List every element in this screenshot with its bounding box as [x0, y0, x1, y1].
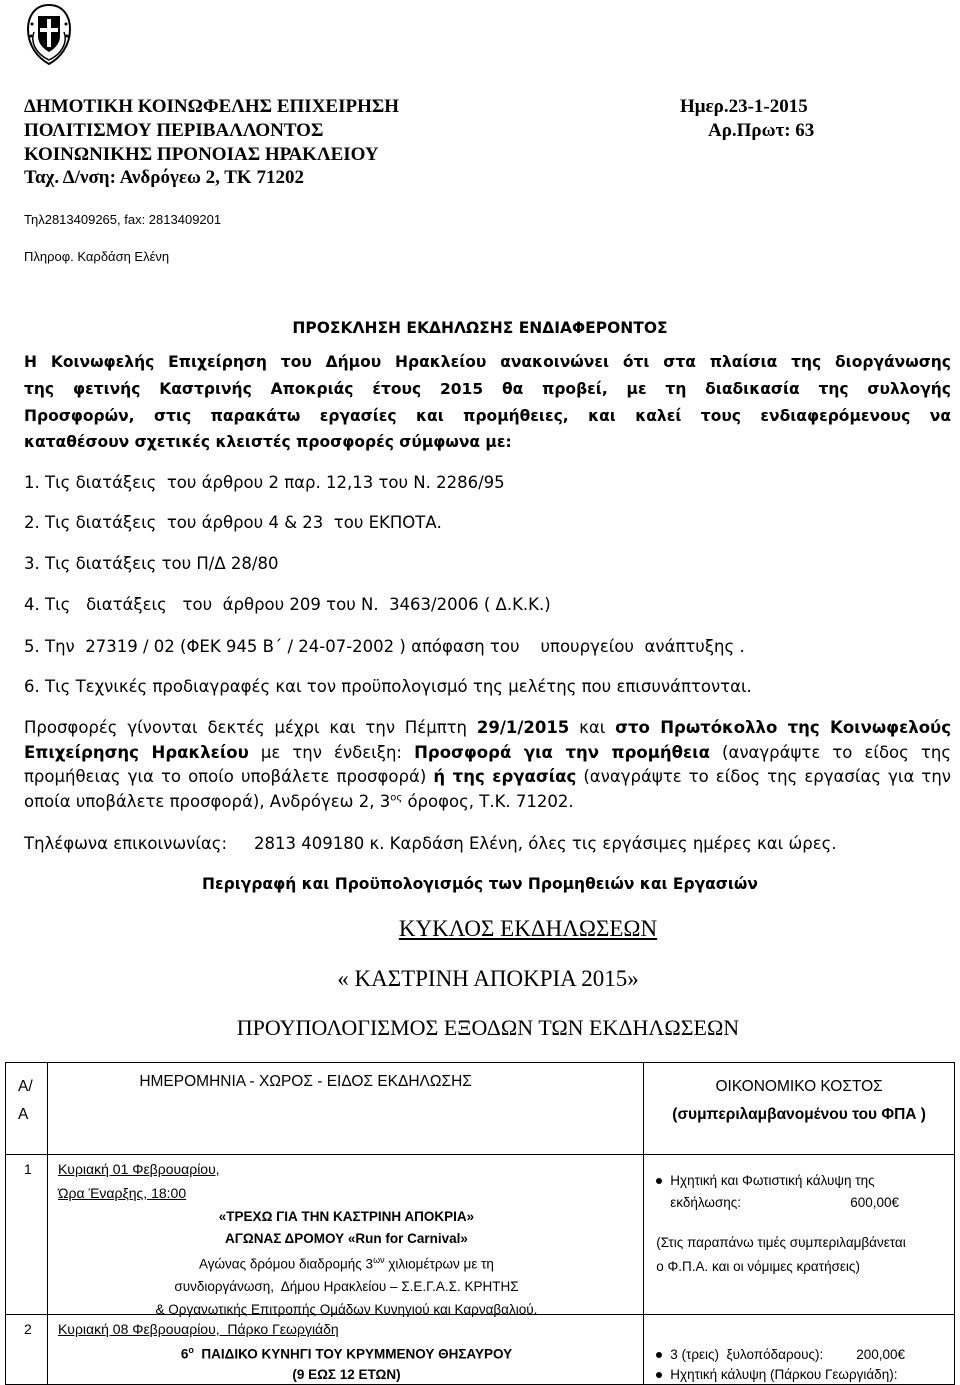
event-time: Ώρα Έναρξης, 18:00 [57, 1185, 187, 1201]
table-row [6, 1315, 955, 1385]
cost-item [656, 1173, 874, 1188]
row-number [6, 1315, 48, 1385]
offers-place: στο Πρωτόκολλο της Κοινωφελούς [615, 718, 951, 737]
offers-supply: Προσφορά για την προμήθεια [414, 743, 710, 762]
bullet-icon [656, 1178, 662, 1184]
intro-line: Προσφορών, στις παρακάτω εργασίες και προμήθειες, και καλεί τους ενδιαφερόμενους να [24, 407, 951, 425]
event-name [48, 1345, 645, 1362]
cost-note-2: ο Φ.Π.Α. και οι νόμιμες κρατήσεις) [656, 1259, 860, 1274]
row-event [47, 1315, 643, 1385]
header-cost-2: (συμπεριλαμβανομένου του ΦΠΑ ) [672, 1106, 926, 1123]
offers-text: οποία υποβάλετε προσφορά), Ανδρόγεω 2, 3 [24, 792, 391, 811]
offers-text: (αναγράψτε το είδος της [709, 743, 951, 762]
org-address: Ταχ. Δ/νση: Ανδρόγεω 2, ΤΚ 71202 [24, 167, 304, 188]
offers-line-3 [24, 767, 951, 786]
event-desc-text: χιλιομέτρων με τη [384, 1256, 494, 1272]
bullet-icon [656, 1372, 662, 1378]
header-cell-event [47, 1063, 643, 1155]
legal-item: 3. Τις διατάξεις του Π/Δ 28/80 [24, 554, 279, 573]
cost-item-text: 3 (τρεις) ξυλοπόδαρους): [670, 1347, 824, 1362]
event-date-place: Κυριακή 08 Φεβρουαρίου, Πάρκο Γεωργιάδη [57, 1321, 339, 1337]
event-desc-2: συνδιοργάνωση, Δήμου Ηρακλείου – Σ.Ε.Γ.Α.Σ. ΚΡΗΤΗΣ [174, 1279, 519, 1294]
cost-amount: 200,00€ [856, 1347, 906, 1362]
bullet-icon [656, 1352, 662, 1358]
event-name-text: 6 [180, 1346, 189, 1362]
offers-text: Προσφορές γίνονται δεκτές μέχρι και την Πέμπτη [24, 718, 477, 737]
offers-line-2 [24, 743, 951, 762]
row-number [6, 1155, 48, 1315]
cost-item-text: Ηχητική και Φωτιστική κάλυψη της [670, 1173, 875, 1188]
budget-title: ΠΡΟΥΠΟΛΟΓΙΣΜΟΣ ΕΞΟΔΩΝ ΤΩΝ ΕΚΔΗΛΩΣΕΩΝ [236, 1015, 740, 1040]
intro-line: Η Κοινωφελής Επιχείρηση του Δήμου Ηρακλείου ανακοινώνει ότι στα πλαίσια της διοργάνωσης [24, 353, 951, 371]
table-row [6, 1155, 955, 1315]
header-aa-2: Α [18, 1106, 29, 1123]
protocol-number: Αρ.Πρωτ: 63 [708, 120, 815, 141]
cost-item-cont: εκδήλωσης: [670, 1195, 742, 1210]
offers-superscript: ος [390, 792, 403, 804]
event-desc-1 [48, 1255, 645, 1272]
offers-text: με την ένδειξη: [248, 743, 415, 762]
row-cost [644, 1315, 955, 1385]
contact-value: 2813 409180 κ. Καρδάση Ελένη, όλες τις εργάσιμες ημέρες και ώρες. [254, 834, 837, 853]
event-name: «ΤΡΕΧΩ ΓΙΑ ΤΗΝ ΚΑΣΤΡΙΝΗ ΑΠΟΚΡΙΑ» [218, 1209, 475, 1224]
cost-amount: 600,00€ [850, 1195, 900, 1210]
event-date: Κυριακή 01 Φεβρουαρίου, [57, 1161, 220, 1177]
offers-text: (αναγράψτε το είδος της εργασίας για την [576, 767, 951, 786]
legal-item: 2. Τις διατάξεις του άρθρου 4 & 23 του ΕΚΠΟΤΑ. [24, 513, 442, 532]
cycle-title: ΚΥΚΛΟΣ ΕΚΔΗΛΩΣΕΩΝ [398, 916, 658, 941]
event-title: « ΚΑΣΤΡΙΝΗ ΑΠΟΚΡΙΑ 2015» [337, 966, 639, 991]
greek-state-emblem [20, 2, 78, 68]
header-cost-1: ΟΙΚΟΝΟΜΙΚΟ ΚΟΣΤΟΣ [715, 1078, 883, 1095]
offers-text: προμήθειας για το οποίο υποβάλετε προσφορά) [24, 767, 434, 786]
info-contact: Πληροφ. Καρδάση Ελένη [24, 249, 170, 264]
event-desc-3: & Οργανωτικής Επιτροπής Ομάδων Κυνηγιού και Καρναβαλιού. [155, 1302, 538, 1317]
offers-work: ή της εργασίας [433, 767, 577, 786]
offers-org: Επιχείρησης Ηρακλείου [24, 743, 249, 762]
legal-item: 4. Τις διατάξεις του άρθρου 209 του Ν. 3463/2006 ( Δ.Κ.Κ.) [24, 595, 551, 614]
event-name-text: ΠΑΙΔΙΚΟ ΚΥΝΗΓΙ ΤΟΥ ΚΡΥΜΜΕΝΟΥ ΘΗΣΑΥΡΟΥ [193, 1346, 513, 1362]
description-title: Περιγραφή και Προϋπολογισμός των Προμηθειών και Εργασιών [202, 875, 758, 893]
row-number-text: 2 [24, 1321, 32, 1337]
offers-line-1 [24, 718, 951, 737]
event-subname: ΑΓΩΝΑΣ ΔΡΟΜΟΥ «Run for Carnival» [225, 1231, 468, 1246]
cost-note-1: (Στις παραπάνω τιμές συμπεριλαμβάνεται [656, 1235, 906, 1250]
intro-line: καταθέσουν σχετικές κλειστές προσφορές σύμφωνα με: [24, 433, 512, 451]
budget-table [5, 1062, 955, 1385]
table-header-row [6, 1063, 955, 1155]
page-title: ΠΡΟΣΚΛΗΣΗ ΕΚΔΗΛΩΣΗΣ ΕΝΔΙΑΦΕΡΟΝΤΟΣ [292, 319, 668, 337]
document-date: Ημερ.23-1-2015 [680, 96, 808, 117]
header-aa-1: Α/ [18, 1078, 33, 1095]
cost-item-text: Ηχητική κάλυψη (Πάρκου Γεωργιάδη): [670, 1367, 898, 1382]
header-cell-cost [644, 1063, 955, 1155]
offers-deadline: 29/1/2015 [476, 718, 570, 737]
org-line-2: ΠΟΛΙΤΙΣΜΟΥ ΠΕΡΙΒΑΛΛΟΝΤΟΣ [24, 120, 324, 141]
legal-item: 5. Την 27319 / 02 (ΦΕΚ 945 Β΄ / 24-07-2002 ) απόφαση του υπουργείου ανάπτυξης . [24, 637, 745, 656]
cost-item [656, 1347, 823, 1362]
org-line-1: ΔΗΜΟΤΙΚΗ ΚΟΙΝΩΦΕΛΗΣ ΕΠΙΧΕΙΡΗΣΗ [24, 96, 400, 117]
intro-line: της φετινής Καστρινής Αποκριάς έτους 2015 θα προβεί, με τη διαδικασία της συλλογής [24, 380, 951, 398]
event-name-sup: ο [188, 1345, 194, 1355]
event-desc-sup: ων [373, 1255, 385, 1265]
org-line-3: ΚΟΙΝΩΝΙΚΗΣ ΠΡΟΝΟΙΑΣ ΗΡΑΚΛΕΙΟΥ [24, 144, 379, 165]
phone-fax: Τηλ2813409265, fax: 2813409201 [24, 212, 222, 227]
legal-item: 1. Τις διατάξεις του άρθρου 2 παρ. 12,13 του Ν. 2286/95 [24, 473, 505, 492]
offers-text: όροφος, Τ.Κ. 71202. [402, 792, 574, 811]
header-cell-aa [6, 1063, 48, 1155]
row-number-text: 1 [24, 1161, 32, 1177]
event-desc-text: Αγώνας δρόμου διαδρομής 3 [199, 1256, 374, 1272]
offers-line-4 [24, 792, 574, 811]
legal-item: 6. Τις Τεχνικές προδιαγραφές και τον προϋπολογισμό της μελέτης που επισυνάπτονται. [24, 677, 752, 696]
header-event: ΗΜΕΡΟΜΗΝΙΑ - ΧΩΡΟΣ - ΕΙΔΟΣ ΕΚΔΗΛΩΣΗΣ [139, 1073, 472, 1090]
contact-label: Τηλέφωνα επικοινωνίας: [24, 834, 228, 853]
offers-text: και [569, 718, 616, 737]
event-ages: (9 ΕΩΣ 12 ΕΤΩΝ) [292, 1367, 401, 1382]
cost-item [656, 1367, 897, 1382]
row-event [47, 1155, 643, 1315]
row-cost [644, 1155, 955, 1315]
